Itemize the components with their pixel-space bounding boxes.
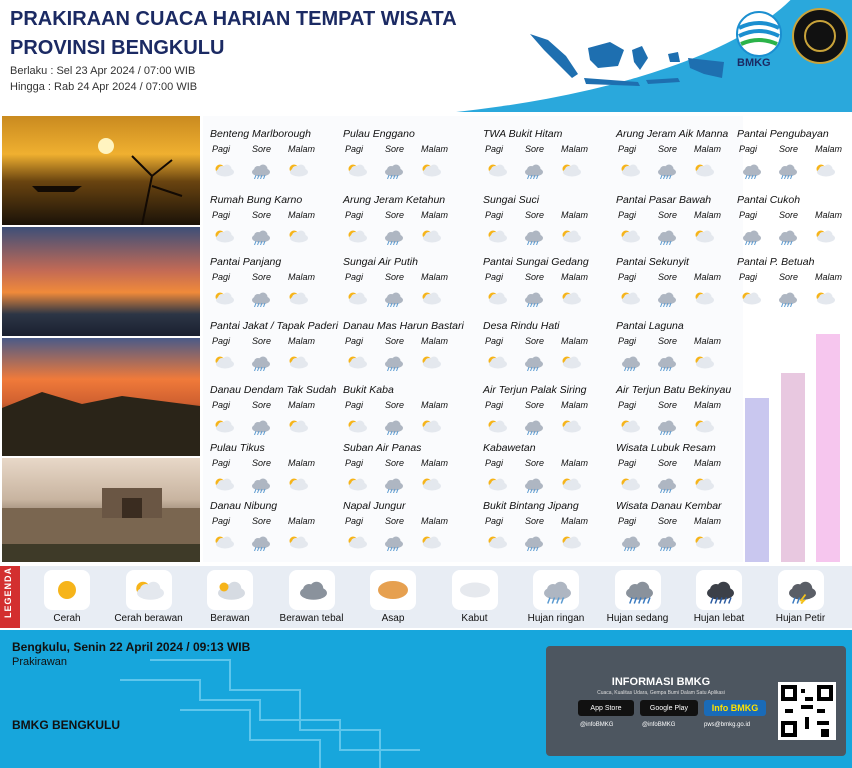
location-name: Arung Jeram Ketahun <box>343 194 446 206</box>
decorative-bars <box>743 116 852 562</box>
cerah-berawan-icon <box>419 227 443 245</box>
location-name: Benteng Marlborough <box>210 128 311 140</box>
hujan-ringan-icon <box>381 475 405 493</box>
legend-item <box>352 570 434 624</box>
cerah-berawan-icon <box>559 161 583 179</box>
location-name: Pantai P. Betuah <box>737 256 815 268</box>
period-label-pagi: Pagi <box>485 400 504 410</box>
hujan-ringan-icon <box>654 533 678 551</box>
location-name: Pulau Enggano <box>343 128 415 140</box>
legend-label: Hujan sedang <box>606 613 669 624</box>
hujan-ringan-icon <box>381 289 405 307</box>
twitter-handle[interactable]: @infoBMKG <box>580 722 614 728</box>
location-card <box>614 384 749 446</box>
legend-item <box>26 570 108 624</box>
cerah-berawan-icon <box>618 289 642 307</box>
cerah-berawan-icon <box>559 353 583 371</box>
period-label-malam: Malam <box>561 516 589 526</box>
cerah-berawan-icon <box>485 353 509 371</box>
period-label-sore: Sore <box>779 210 799 220</box>
period-label-sore: Sore <box>658 516 678 526</box>
period-label-malam: Malam <box>421 210 449 220</box>
cerah-berawan-icon <box>286 227 310 245</box>
period-label-malam: Malam <box>694 516 722 526</box>
cerah-berawan-icon <box>485 533 509 551</box>
period-label-sore: Sore <box>658 400 678 410</box>
location-card <box>614 194 749 256</box>
period-label-malam: Malam <box>288 336 316 346</box>
hujan-ringan-icon <box>381 227 405 245</box>
info-bmkg-badge[interactable]: Info BMKG <box>704 700 766 716</box>
period-label-malam: Malam <box>288 210 316 220</box>
hujan-ringan-icon <box>248 533 272 551</box>
period-label-pagi: Pagi <box>212 458 231 468</box>
hujan-ringan-icon <box>618 533 642 551</box>
period-label-sore: Sore <box>385 336 405 346</box>
hujan-lebat-icon <box>696 570 742 610</box>
period-label-pagi: Pagi <box>739 144 758 154</box>
cerah-berawan-icon <box>286 353 310 371</box>
period-label-malam: Malam <box>288 400 316 410</box>
period-label-pagi: Pagi <box>618 144 637 154</box>
period-label-malam: Malam <box>815 272 843 282</box>
legend-label: Hujan ringan <box>527 613 585 624</box>
location-name: Desa Rindu Hati <box>483 320 560 332</box>
period-label-pagi: Pagi <box>345 516 364 526</box>
page-title-line1: PRAKIRAAN CUACA HARIAN TEMPAT WISATA <box>10 8 457 30</box>
location-card <box>481 500 616 562</box>
period-label-pagi: Pagi <box>345 400 364 410</box>
period-label-pagi: Pagi <box>212 516 231 526</box>
hujan-ringan-icon <box>521 289 545 307</box>
cerah-berawan-icon <box>345 289 369 307</box>
period-label-pagi: Pagi <box>618 516 637 526</box>
period-label-malam: Malam <box>421 336 449 346</box>
location-card <box>341 500 476 562</box>
hujan-sedang-icon <box>615 570 661 610</box>
period-label-sore: Sore <box>385 144 405 154</box>
period-label-sore: Sore <box>658 272 678 282</box>
period-label-sore: Sore <box>252 458 272 468</box>
period-label-sore: Sore <box>779 144 799 154</box>
cerah-berawan-icon <box>692 289 716 307</box>
cerah-berawan-icon <box>419 475 443 493</box>
period-label-malam: Malam <box>815 210 843 220</box>
legend-item <box>678 570 760 624</box>
location-name: Sungai Suci <box>483 194 540 206</box>
legend-label: Hujan lebat <box>693 613 745 624</box>
hujan-ringan-icon <box>248 289 272 307</box>
cerah-berawan-icon <box>618 417 642 435</box>
cerah-berawan-icon <box>419 289 443 307</box>
period-label-malam: Malam <box>694 458 722 468</box>
hujan-petir-icon <box>778 570 824 610</box>
period-label-sore: Sore <box>385 272 405 282</box>
office-name: BMKG BENGKULU <box>12 718 120 732</box>
period-label-malam: Malam <box>694 210 722 220</box>
period-label-sore: Sore <box>525 144 545 154</box>
period-label-malam: Malam <box>694 400 722 410</box>
ministry-seal-icon <box>792 8 848 64</box>
cerah-berawan-icon <box>286 417 310 435</box>
hujan-ringan-icon <box>248 417 272 435</box>
legend-item <box>515 570 597 624</box>
period-label-pagi: Pagi <box>345 458 364 468</box>
cerah-berawan-icon <box>345 161 369 179</box>
location-name: Pulau Tikus <box>210 442 265 454</box>
location-card <box>208 500 343 562</box>
period-label-pagi: Pagi <box>618 272 637 282</box>
tourism-photo-1 <box>2 116 200 225</box>
period-label-malam: Malam <box>421 144 449 154</box>
forecaster-role: Prakirawan <box>12 656 68 668</box>
location-card <box>341 194 476 256</box>
location-card <box>208 194 343 256</box>
cerah-berawan-icon <box>212 161 236 179</box>
period-label-sore: Sore <box>779 272 799 282</box>
hujan-ringan-icon <box>533 570 579 610</box>
location-card <box>341 442 476 504</box>
cerah-berawan-icon <box>692 475 716 493</box>
period-label-pagi: Pagi <box>212 400 231 410</box>
period-label-sore: Sore <box>252 336 272 346</box>
info-title: INFORMASI BMKG <box>611 676 711 688</box>
period-label-malam: Malam <box>288 458 316 468</box>
legend-item <box>271 570 353 624</box>
period-label-pagi: Pagi <box>212 210 231 220</box>
hujan-ringan-icon <box>521 533 545 551</box>
indonesia-map-icon <box>528 28 728 90</box>
instagram-handle[interactable]: @infoBMKG <box>642 722 676 728</box>
location-name: Pantai Laguna <box>616 320 684 332</box>
location-card <box>481 256 616 318</box>
cerah-berawan-icon <box>559 289 583 307</box>
cerah-berawan-icon <box>559 227 583 245</box>
hujan-ringan-icon <box>521 475 545 493</box>
period-label-sore: Sore <box>525 272 545 282</box>
period-label-sore: Sore <box>252 210 272 220</box>
location-card <box>614 500 749 562</box>
period-label-malam: Malam <box>561 144 589 154</box>
tourism-photo-2 <box>2 227 200 336</box>
cerah-berawan-icon <box>286 475 310 493</box>
hujan-ringan-icon <box>248 475 272 493</box>
period-label-pagi: Pagi <box>485 516 504 526</box>
period-label-pagi: Pagi <box>345 210 364 220</box>
hujan-ringan-icon <box>618 353 642 371</box>
tourism-photo-3 <box>2 338 200 456</box>
cerah-berawan-icon <box>692 533 716 551</box>
location-name: Pantai Pasar Bawah <box>616 194 712 206</box>
cerah-berawan-icon <box>419 533 443 551</box>
period-label-sore: Sore <box>252 516 272 526</box>
page-title-line2: PROVINSI BENGKULU <box>10 37 225 59</box>
period-label-sore: Sore <box>385 210 405 220</box>
period-label-malam: Malam <box>421 458 449 468</box>
period-label-sore: Sore <box>385 400 405 410</box>
location-card <box>208 128 343 190</box>
legend-label: Cerah berawan <box>114 613 183 624</box>
cerah-berawan-icon <box>692 161 716 179</box>
asap-icon <box>370 570 416 610</box>
cerah-berawan-icon <box>559 417 583 435</box>
cerah-icon <box>44 570 90 610</box>
location-card <box>481 194 616 256</box>
cerah-berawan-icon <box>126 570 172 610</box>
location-name: Suban Air Panas <box>343 442 422 454</box>
location-name: Rumah Bung Karno <box>210 194 303 206</box>
location-name: Bukit Kaba <box>343 384 394 396</box>
cerah-berawan-icon <box>286 289 310 307</box>
location-name: Pantai Panjang <box>210 256 282 268</box>
period-label-pagi: Pagi <box>618 400 637 410</box>
hujan-ringan-icon <box>248 227 272 245</box>
period-label-sore: Sore <box>252 272 272 282</box>
legend <box>0 566 852 628</box>
location-card <box>481 384 616 446</box>
location-card <box>481 442 616 504</box>
period-label-pagi: Pagi <box>485 144 504 154</box>
period-label-malam: Malam <box>561 210 589 220</box>
location-card <box>341 384 476 446</box>
cerah-berawan-icon <box>485 475 509 493</box>
period-label-malam: Malam <box>815 144 843 154</box>
cerah-berawan-icon <box>559 475 583 493</box>
location-name: Pantai Cukoh <box>737 194 801 206</box>
issued-date: Bengkulu, Senin 22 April 2024 / 09:13 WIB <box>12 640 251 654</box>
email-address[interactable]: pws@bmkg.go.id <box>704 722 751 728</box>
cerah-berawan-icon <box>345 533 369 551</box>
cerah-berawan-icon <box>212 227 236 245</box>
cerah-berawan-icon <box>419 417 443 435</box>
cerah-berawan-icon <box>618 227 642 245</box>
legend-label: Berawan tebal <box>279 613 344 624</box>
cerah-berawan-icon <box>485 417 509 435</box>
location-card <box>341 128 476 190</box>
legend-item <box>108 570 190 624</box>
period-label-pagi: Pagi <box>212 272 231 282</box>
header <box>0 0 852 112</box>
location-name: Air Terjun Palak Siring <box>483 384 587 396</box>
location-card <box>614 128 749 190</box>
location-name: Pantai Jakat / Tapak Paderi <box>210 320 339 332</box>
period-label-malam: Malam <box>288 144 316 154</box>
hujan-ringan-icon <box>381 161 405 179</box>
cerah-berawan-icon <box>345 227 369 245</box>
footer <box>0 630 852 768</box>
period-label-malam: Malam <box>421 516 449 526</box>
qr-code-icon[interactable] <box>778 682 836 740</box>
berawan-tebal-icon <box>289 570 335 610</box>
hujan-ringan-icon <box>381 533 405 551</box>
period-label-sore: Sore <box>525 210 545 220</box>
hujan-ringan-icon <box>248 353 272 371</box>
cerah-berawan-icon <box>212 289 236 307</box>
valid-from: Berlaku : Sel 23 Apr 2024 / 07:00 WIB <box>10 65 196 77</box>
hujan-ringan-icon <box>521 417 545 435</box>
period-label-pagi: Pagi <box>485 336 504 346</box>
period-label-malam: Malam <box>561 336 589 346</box>
location-name: Napal Jungur <box>343 500 406 512</box>
period-label-malam: Malam <box>694 144 722 154</box>
legend-label: Asap <box>381 613 405 624</box>
period-label-malam: Malam <box>694 336 722 346</box>
location-card <box>208 442 343 504</box>
forecast-grid <box>203 116 843 562</box>
cerah-berawan-icon <box>286 161 310 179</box>
location-name: TWA Bukit Hitam <box>483 128 563 140</box>
cerah-berawan-icon <box>692 227 716 245</box>
period-label-sore: Sore <box>525 400 545 410</box>
location-name: Pantai Sungai Gedang <box>483 256 589 268</box>
cerah-berawan-icon <box>692 353 716 371</box>
period-label-pagi: Pagi <box>485 458 504 468</box>
period-label-sore: Sore <box>252 400 272 410</box>
hujan-ringan-icon <box>654 289 678 307</box>
app-store-badge[interactable]: App Store <box>578 700 634 716</box>
location-name: Pantai Pengubayan <box>737 128 829 140</box>
period-label-sore: Sore <box>525 336 545 346</box>
location-card <box>614 320 749 382</box>
hujan-ringan-icon <box>654 353 678 371</box>
location-name: Wisata Danau Kembar <box>616 500 722 512</box>
cerah-berawan-icon <box>485 161 509 179</box>
location-card <box>341 320 476 382</box>
hujan-ringan-icon <box>654 227 678 245</box>
period-label-pagi: Pagi <box>485 272 504 282</box>
cerah-berawan-icon <box>618 475 642 493</box>
berawan-icon <box>207 570 253 610</box>
period-label-pagi: Pagi <box>739 272 758 282</box>
location-name: Danau Dendam Tak Sudah <box>210 384 337 396</box>
location-card <box>614 442 749 504</box>
bmkg-logo-text: BMKG <box>737 57 771 69</box>
period-label-pagi: Pagi <box>212 336 231 346</box>
location-name: Air Terjun Batu Bekinyau <box>616 384 732 396</box>
hujan-ringan-icon <box>248 161 272 179</box>
location-card <box>208 256 343 318</box>
location-card <box>208 320 343 382</box>
cerah-berawan-icon <box>212 353 236 371</box>
info-bmkg-panel <box>546 646 846 756</box>
legend-item <box>189 570 271 624</box>
hujan-ringan-icon <box>654 161 678 179</box>
legend-label: Hujan Petir <box>775 613 826 624</box>
location-card <box>481 320 616 382</box>
cerah-berawan-icon <box>286 533 310 551</box>
location-card <box>208 384 343 446</box>
cerah-berawan-icon <box>692 417 716 435</box>
period-label-malam: Malam <box>421 400 449 410</box>
location-name: Pantai Sekunyit <box>616 256 689 268</box>
legend-label: Kabut <box>461 613 488 624</box>
period-label-pagi: Pagi <box>739 210 758 220</box>
legend-label: Berawan <box>210 613 250 624</box>
legend-label: Cerah <box>53 613 81 624</box>
cerah-berawan-icon <box>345 417 369 435</box>
cerah-berawan-icon <box>212 533 236 551</box>
cerah-berawan-icon <box>559 533 583 551</box>
location-card <box>481 128 616 190</box>
period-label-pagi: Pagi <box>345 336 364 346</box>
period-label-malam: Malam <box>288 516 316 526</box>
cerah-berawan-icon <box>618 161 642 179</box>
location-card <box>614 256 749 318</box>
location-name: Sungai Air Putih <box>343 256 418 268</box>
location-card <box>341 256 476 318</box>
period-label-pagi: Pagi <box>618 336 637 346</box>
google-play-badge[interactable]: Google Play <box>640 700 698 716</box>
period-label-pagi: Pagi <box>485 210 504 220</box>
period-label-sore: Sore <box>658 458 678 468</box>
legend-item <box>760 570 842 624</box>
period-label-malam: Malam <box>561 400 589 410</box>
period-label-pagi: Pagi <box>345 144 364 154</box>
hujan-ringan-icon <box>381 417 405 435</box>
period-label-sore: Sore <box>525 516 545 526</box>
info-subtitle: Cuaca, Kualitas Udara, Gempa Bumi Dalam Satu Aplikasi <box>597 690 725 696</box>
valid-to: Hingga : Rab 24 Apr 2024 / 07:00 WIB <box>10 81 198 93</box>
hujan-ringan-icon <box>521 227 545 245</box>
period-label-pagi: Pagi <box>618 458 637 468</box>
period-label-malam: Malam <box>561 458 589 468</box>
location-name: Bukit Bintang Jipang <box>483 500 579 512</box>
period-label-sore: Sore <box>658 144 678 154</box>
cerah-berawan-icon <box>212 475 236 493</box>
period-label-pagi: Pagi <box>212 144 231 154</box>
cerah-berawan-icon <box>345 353 369 371</box>
tourism-photo-4 <box>2 458 200 562</box>
period-label-pagi: Pagi <box>618 210 637 220</box>
hujan-ringan-icon <box>654 417 678 435</box>
period-label-sore: Sore <box>385 458 405 468</box>
cerah-berawan-icon <box>485 289 509 307</box>
period-label-sore: Sore <box>252 144 272 154</box>
cerah-berawan-icon <box>345 475 369 493</box>
period-label-pagi: Pagi <box>345 272 364 282</box>
cerah-berawan-icon <box>419 353 443 371</box>
period-label-sore: Sore <box>525 458 545 468</box>
period-label-sore: Sore <box>658 336 678 346</box>
hujan-ringan-icon <box>521 161 545 179</box>
legend-item <box>597 570 679 624</box>
hujan-ringan-icon <box>654 475 678 493</box>
period-label-malam: Malam <box>288 272 316 282</box>
location-name: Wisata Lubuk Resam <box>616 442 716 454</box>
legend-tag: LEGENDA <box>0 566 20 628</box>
legend-item <box>434 570 516 624</box>
location-name: Danau Nibung <box>210 500 278 512</box>
period-label-sore: Sore <box>658 210 678 220</box>
location-name: Danau Mas Harun Bastari <box>343 320 464 332</box>
cerah-berawan-icon <box>485 227 509 245</box>
cerah-berawan-icon <box>212 417 236 435</box>
kabut-icon <box>452 570 498 610</box>
period-label-sore: Sore <box>385 516 405 526</box>
location-name: Kabawetan <box>483 442 536 454</box>
location-name: Arung Jeram Aik Manna <box>616 128 729 140</box>
hujan-ringan-icon <box>381 353 405 371</box>
cerah-berawan-icon <box>419 161 443 179</box>
period-label-malam: Malam <box>561 272 589 282</box>
hujan-ringan-icon <box>521 353 545 371</box>
period-label-malam: Malam <box>421 272 449 282</box>
period-label-malam: Malam <box>694 272 722 282</box>
